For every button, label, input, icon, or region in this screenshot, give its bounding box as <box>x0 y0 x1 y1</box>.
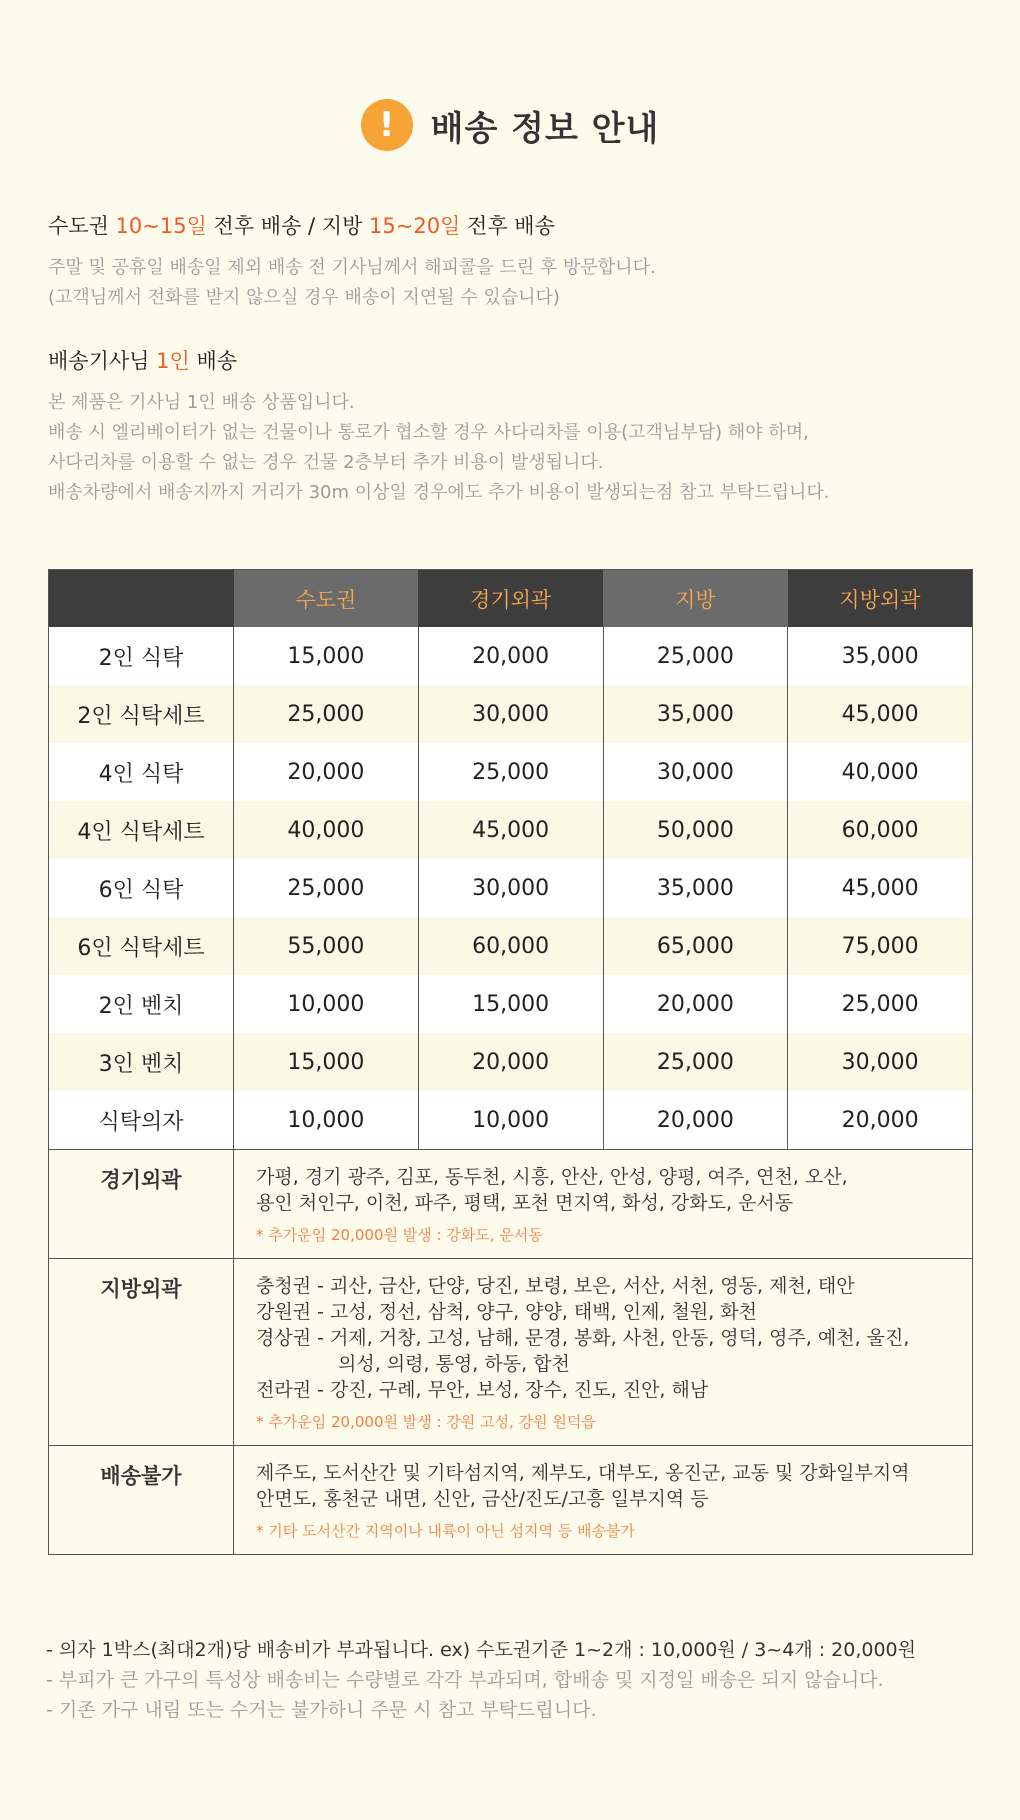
driver-line: 사다리차를 이용할 수 없는 경우 건물 2층부터 추가 비용이 발생됩니다. <box>48 452 604 473</box>
area-desc-line: 전라권 - 강진, 구례, 무안, 보성, 장수, 진도, 진안, 해남 <box>256 1379 709 1401</box>
table-row <box>49 627 973 685</box>
price-cell: 15,000 <box>234 627 419 685</box>
area-desc-line: 의성, 의령, 통영, 하동, 합천 <box>338 1353 570 1375</box>
price-cell: 15,000 <box>234 1033 419 1091</box>
driver-line: 배송 시 엘리베이터가 없는 건물이나 통로가 협소할 경우 사다리차를 이용(고객님부담) 해야 하며, <box>48 422 809 443</box>
price-cell: 30,000 <box>788 1033 973 1091</box>
area-desc-line: 충청권 - 괴산, 금산, 단양, 당진, 보령, 보은, 서산, 서천, 영동, 제천, 태안 <box>256 1275 855 1297</box>
driver-line: 본 제품은 기사님 1인 배송 상품입니다. <box>48 392 355 413</box>
area-name-cell: 지방외곽 <box>49 1259 234 1446</box>
header-cell-empty <box>49 570 234 628</box>
price-cell: 25,000 <box>234 685 419 743</box>
product-name-cell: 4인 식탁 <box>49 743 234 801</box>
table-row <box>49 1033 973 1091</box>
table-row <box>49 743 973 801</box>
area-name-cell: 경기외곽 <box>49 1150 234 1259</box>
price-cell: 25,000 <box>603 627 788 685</box>
product-name-cell: 3인 벤치 <box>49 1033 234 1091</box>
area-row <box>49 1446 973 1555</box>
price-cell: 55,000 <box>234 917 419 975</box>
area-note: * 추가운임 20,000원 발생 : 강원 고성, 강원 원덕읍 <box>256 1413 596 1431</box>
shipping-period-line: (고객님께서 전화를 받지 않으실 경우 배송이 지연될 수 있습니다) <box>48 287 560 308</box>
price-cell: 25,000 <box>418 743 603 801</box>
table-row <box>49 859 973 917</box>
price-cell: 30,000 <box>603 743 788 801</box>
area-note: * 기타 도서산간 지역이나 내륙이 아닌 섬지역 등 배송불가 <box>256 1522 635 1540</box>
header-cell-province: 지방 <box>603 570 788 628</box>
price-cell: 25,000 <box>788 975 973 1033</box>
price-cell: 40,000 <box>234 801 419 859</box>
shipping-period-section <box>48 211 988 313</box>
product-name-cell: 2인 식탁 <box>49 627 234 685</box>
price-cell: 30,000 <box>418 859 603 917</box>
price-cell: 35,000 <box>603 859 788 917</box>
area-desc-cell <box>234 1150 973 1259</box>
footer-note: - 의자 1박스(최대2개)당 배송비가 부과됩니다. ex) 수도권기준 1~2개 : 10,000원 / 3~4개 : 20,000원 <box>46 1639 916 1661</box>
price-cell: 45,000 <box>418 801 603 859</box>
area-note: * 추가운임 20,000원 발생 : 강화도, 운서동 <box>256 1226 543 1244</box>
table-row <box>49 917 973 975</box>
product-name-cell: 4인 식탁세트 <box>49 801 234 859</box>
price-cell: 20,000 <box>418 1033 603 1091</box>
shipping-period-line: 주말 및 공휴일 배송일 제외 배송 전 기사님께서 해피콜을 드린 후 방문합니다. <box>48 257 656 278</box>
table-row <box>49 975 973 1033</box>
product-name-cell: 2인 벤치 <box>49 975 234 1033</box>
price-cell: 25,000 <box>603 1033 788 1091</box>
price-cell: 10,000 <box>234 975 419 1033</box>
price-cell: 20,000 <box>418 627 603 685</box>
shipping-period-heading: 수도권 10~15일 전후 배송 / 지방 15~20일 전후 배송 <box>48 214 555 238</box>
price-cell: 75,000 <box>788 917 973 975</box>
table-header-row <box>49 570 973 628</box>
price-cell: 35,000 <box>788 627 973 685</box>
table-row <box>49 801 973 859</box>
price-cell: 65,000 <box>603 917 788 975</box>
price-cell: 10,000 <box>234 1091 419 1150</box>
footer-note: - 기존 가구 내림 또는 수거는 불가하니 주문 시 참고 부탁드립니다. <box>46 1699 597 1721</box>
price-cell: 35,000 <box>603 685 788 743</box>
price-cell: 20,000 <box>234 743 419 801</box>
header-cell-gyeonggi-outer: 경기외곽 <box>418 570 603 628</box>
price-cell: 45,000 <box>788 685 973 743</box>
footer-note: - 부피가 큰 가구의 특성상 배송비는 수량별로 각각 부과되며, 합배송 및 지정일 배송은 되지 않습니다. <box>46 1669 884 1691</box>
price-cell: 60,000 <box>418 917 603 975</box>
page-title: 배송 정보 안내 <box>430 108 660 149</box>
area-row <box>49 1259 973 1446</box>
product-name-cell: 2인 식탁세트 <box>49 685 234 743</box>
area-desc-line: 용인 처인구, 이천, 파주, 평택, 포천 면지역, 화성, 강화도, 운서동 <box>256 1192 794 1214</box>
area-name-cell: 배송불가 <box>49 1446 234 1555</box>
price-cell: 30,000 <box>418 685 603 743</box>
header-cell-province-outer: 지방외곽 <box>788 570 973 628</box>
area-desc-line: 경상권 - 거제, 거창, 고성, 남해, 문경, 봉화, 사천, 안동, 영덕, 영주, 예천, 울진, <box>256 1327 910 1349</box>
price-cell: 15,000 <box>418 975 603 1033</box>
price-cell: 10,000 <box>418 1091 603 1150</box>
area-desc-line: 안면도, 홍천군 내면, 신안, 금산/진도/고흥 일부지역 등 <box>256 1488 709 1510</box>
price-cell: 20,000 <box>603 975 788 1033</box>
area-desc-line: 제주도, 도서산간 및 기타섬지역, 제부도, 대부도, 옹진군, 교동 및 강화일부지역 <box>256 1462 910 1484</box>
product-name-cell: 식탁의자 <box>49 1091 234 1150</box>
product-name-cell: 6인 식탁 <box>49 859 234 917</box>
price-cell: 60,000 <box>788 801 973 859</box>
table-row <box>49 1091 973 1150</box>
driver-line: 배송차량에서 배송지까지 거리가 30m 이상일 경우에도 추가 비용이 발생되는점 참고 부탁드립니다. <box>48 482 830 503</box>
price-cell: 50,000 <box>603 801 788 859</box>
table-row <box>49 685 973 743</box>
area-row <box>49 1150 973 1259</box>
area-desc-cell <box>234 1259 973 1446</box>
title-row <box>0 97 1020 153</box>
product-name-cell: 6인 식탁세트 <box>49 917 234 975</box>
header-cell-capital: 수도권 <box>234 570 419 628</box>
shipping-fee-table <box>48 569 973 1555</box>
price-cell: 40,000 <box>788 743 973 801</box>
driver-section <box>48 346 988 508</box>
area-desc-line: 가평, 경기 광주, 김포, 동두천, 시흥, 안산, 안성, 양평, 여주, 연천, 오산, <box>256 1166 848 1188</box>
price-cell: 20,000 <box>603 1091 788 1150</box>
driver-heading: 배송기사님 1인 배송 <box>48 349 238 373</box>
price-cell: 25,000 <box>234 859 419 917</box>
price-cell: 45,000 <box>788 859 973 917</box>
area-desc-cell <box>234 1446 973 1555</box>
area-desc-line: 강원권 - 고성, 정선, 삼척, 양구, 양양, 태백, 인제, 철원, 화천 <box>256 1301 758 1323</box>
warning-icon: ! <box>361 99 413 151</box>
footer-notes <box>46 1635 996 1725</box>
price-cell: 20,000 <box>788 1091 973 1150</box>
